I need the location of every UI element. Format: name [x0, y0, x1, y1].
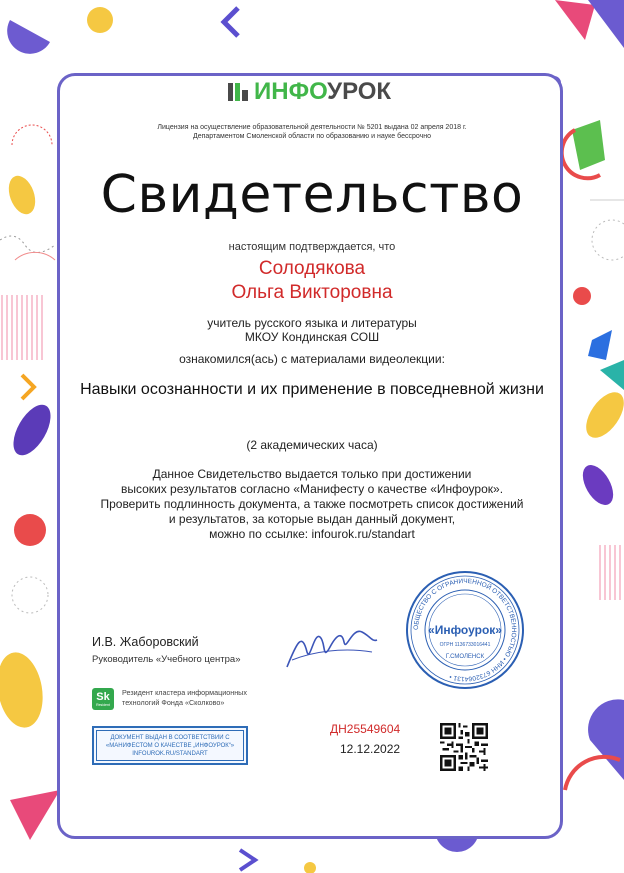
decor-triangle-bl: [10, 790, 60, 840]
skolkovo-line-2: технологий Фонда «Сколково»: [122, 698, 225, 707]
info-line: Проверить подлинность документа, а также посмотреть список достижений: [100, 497, 524, 511]
decor-half-circle: [7, 20, 50, 54]
stamp-city: Г.СМОЛЕНСК: [445, 654, 485, 660]
decor-yellow-dot-bottom: [304, 862, 316, 873]
qr-code-icon: [440, 723, 488, 771]
logo-mark-icon: [226, 80, 250, 104]
document-date: 12.12.2022: [340, 742, 401, 756]
stamp-ring-text: ОБЩЕСТВО С ОГРАНИЧЕННОЙ ОТВЕТСТВЕННОСТЬЮ • ИНН 6732064131 •: [412, 577, 518, 683]
skolkovo-logo-sub: Resident: [96, 703, 110, 707]
skolkovo-line-1: Резидент кластера информационных: [122, 688, 247, 697]
stamp-center-text: «Инфоурок»: [428, 623, 502, 637]
license-line-1: Лицензия на осуществление образовательной деятельности № 5201 выдана 02 апреля 2018 г.: [157, 124, 467, 131]
recipient-given-name: Ольга Викторовна: [231, 282, 393, 303]
decor-purple-halfcircle-br: [588, 699, 624, 780]
info-line: можно по ссылке: infourok.ru/standart: [209, 527, 415, 541]
decor-purple-triangle: [588, 0, 624, 48]
signer-role: Руководитель «Учебного центра»: [92, 654, 241, 665]
license-text: [0, 123, 624, 141]
manifest-box: [92, 726, 248, 765]
skolkovo-resident-text: [122, 688, 247, 708]
info-line: Данное Свидетельство выдается только при достижении: [152, 467, 472, 481]
info-line: и результатов, за которые выдан данный документ,: [168, 512, 456, 526]
manifest-line-1: ДОКУМЕНТ ВЫДАН В СООТВЕТСТВИИ С: [110, 735, 230, 741]
infourok-logo: [226, 77, 391, 107]
logo-text-green: ИНФО: [254, 78, 328, 105]
decor-dashed-circle: [12, 577, 48, 613]
skolkovo-logo-text: Sk: [96, 691, 110, 703]
logo-text: [254, 78, 391, 106]
recipient-position: учитель русского языка и литературы: [207, 316, 417, 330]
decor-dashed-circle-r: [592, 220, 624, 260]
license-line-2: Департаментом Смоленской области по образованию и науке бессрочно: [192, 133, 432, 140]
manifest-line-2: «МАНИФЕСТОМ О КАЧЕСТВЕ „ИНФОУРОК“»: [105, 743, 235, 749]
manifest-line-3: INFOUROK.RU/STANDART: [132, 751, 208, 757]
recipient-school: МКОУ Кондинская СОШ: [244, 330, 380, 344]
logo-text-dark: УРОК: [327, 78, 392, 105]
document-number: ДН25549604: [330, 722, 401, 736]
decor-stripes-right: [600, 545, 620, 600]
confirm-text: настоящим подтверждается, что: [228, 241, 396, 253]
decor-chevron: [224, 8, 238, 36]
certificate-title: Свидетельство: [100, 165, 524, 225]
info-line: высоких результатов согласно «Манифесту о качестве «Инфоурок».: [120, 482, 504, 496]
decor-yellow-blob-2: [0, 649, 48, 731]
decor-yellow-circle: [87, 7, 113, 33]
stamp-ogrn: ОГРН 1136733016441: [439, 642, 491, 648]
handwritten-signature: [282, 612, 382, 672]
decor-pink-triangle: [555, 0, 595, 40]
signer-name: И.В. Жаборовский: [92, 635, 199, 649]
course-title: Навыки осознанности и их применение в повседневной жизни: [80, 381, 544, 398]
decor-chevron-bottom: [240, 850, 255, 870]
official-stamp: [405, 570, 525, 690]
course-hours: (2 академических часа): [246, 438, 378, 452]
recipient-surname: Солодякова: [258, 258, 366, 279]
familiar-text: ознакомился(ась) с материалами видеолекции:: [179, 352, 445, 366]
